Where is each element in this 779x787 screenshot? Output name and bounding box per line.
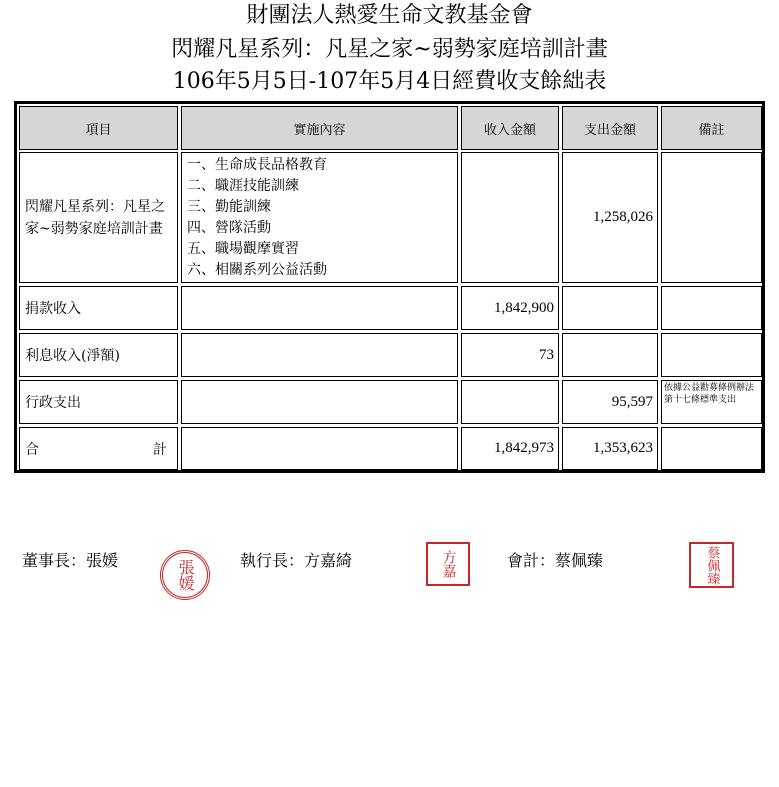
accountant-signature: 會計：蔡佩臻	[507, 551, 604, 570]
donation-income-cell: 1,842,900	[461, 286, 559, 330]
title-org: 財團法人熱愛生命文教基金會	[246, 3, 533, 28]
admin-item-cell: 行政支出	[19, 380, 178, 424]
total-note-cell	[661, 427, 762, 470]
ceo-seal: 方嘉	[426, 542, 470, 586]
interest-note-cell	[661, 333, 762, 377]
income-expense-table	[14, 101, 765, 473]
accountant-seal: 蔡佩臻	[689, 542, 734, 588]
header-item: 項目	[19, 106, 178, 150]
project-content-cell	[181, 152, 458, 283]
admin-note-cell: 依據公益勸募條例辦法第十七條標準支出	[661, 380, 762, 424]
interest-expense-cell	[562, 333, 658, 377]
project-item-cell	[19, 152, 178, 283]
ceo-signature: 執行長：方嘉綺	[240, 551, 353, 570]
total-item-cell	[19, 427, 178, 470]
content-line-2: 二、職涯技能訓練	[187, 178, 299, 194]
interest-content-cell	[181, 333, 458, 377]
interest-item-cell: 利息收入(淨額)	[19, 333, 178, 377]
chairman-seal: 張媛	[160, 550, 210, 600]
total-content-cell	[181, 427, 458, 470]
header-content: 實施內容	[181, 106, 458, 150]
admin-content-cell	[181, 380, 458, 424]
content-line-1: 一、生命成長品格教育	[187, 157, 327, 173]
chairman-signature: 董事長：張媛	[22, 551, 119, 570]
total-label-right: 計	[153, 441, 167, 458]
interest-income-cell: 73	[461, 333, 559, 377]
header-income: 收入金額	[461, 106, 559, 150]
total-label-left: 合	[25, 441, 39, 458]
donation-content-cell	[181, 286, 458, 330]
content-line-5: 五、職場觀摩實習	[187, 241, 299, 257]
content-line-4: 四、營隊活動	[187, 220, 271, 236]
donation-note-cell	[661, 286, 762, 330]
content-line-6: 六、相關系列公益活動	[187, 262, 327, 278]
project-expense-cell: 1,258,026	[562, 152, 658, 283]
header-note: 備註	[661, 106, 762, 150]
donation-expense-cell	[562, 286, 658, 330]
content-line-3: 三、勤能訓練	[187, 199, 271, 215]
title-project: 閃耀凡星系列：凡星之家~弱勢家庭培訓計畫	[171, 37, 608, 62]
admin-expense-cell: 95,597	[562, 380, 658, 424]
admin-income-cell	[461, 380, 559, 424]
project-note-cell	[661, 152, 762, 283]
title-period: 106年5月5日-107年5月4日經費收支餘絀表	[172, 69, 607, 94]
total-income-cell: 1,842,973	[461, 427, 559, 470]
donation-item-cell: 捐款收入	[19, 286, 178, 330]
total-expense-cell: 1,353,623	[562, 427, 658, 470]
header-expense: 支出金額	[562, 106, 658, 150]
project-item-text: 閃耀凡星系列：凡星之家~弱勢家庭培訓計畫	[25, 198, 165, 237]
project-income-cell	[461, 152, 559, 283]
